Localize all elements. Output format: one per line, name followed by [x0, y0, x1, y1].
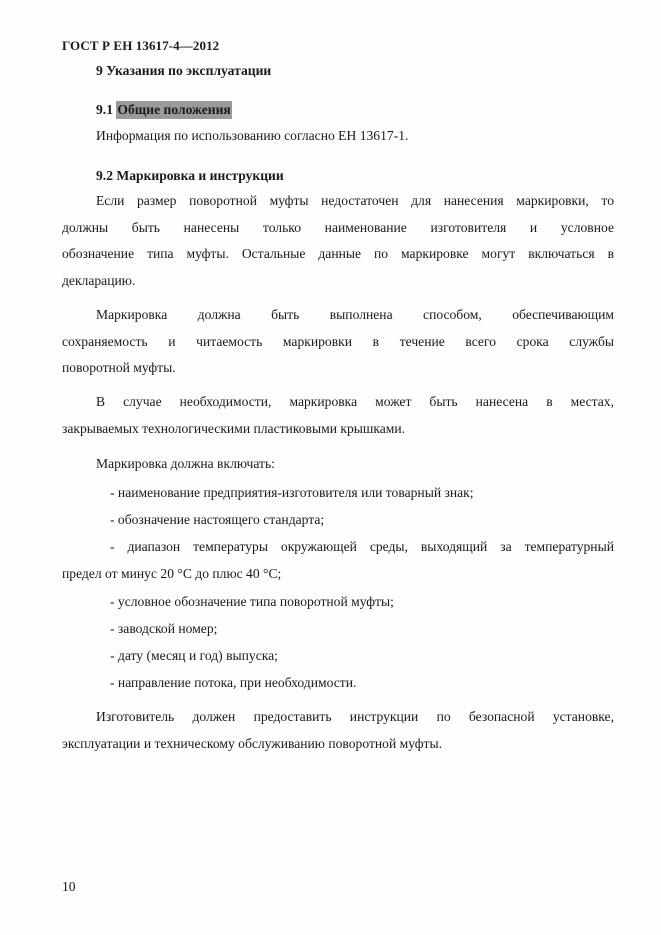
- list-item-continuation: предел от минус 20 °С до плюс 40 °С;: [62, 566, 282, 581]
- section-9-1-heading: [96, 102, 232, 118]
- paragraph-2-line-2: сохраняемость и читаемость маркировки в течение всего срока службы: [62, 334, 614, 349]
- standard-code-header: ГОСТ Р ЕН 13617-4—2012: [62, 38, 220, 53]
- section-9-1-title-highlighted: Общие положения: [117, 102, 231, 117]
- page-number: 10: [62, 879, 76, 894]
- list-item: - дату (месяц и год) выпуска;: [110, 648, 278, 663]
- paragraph-1-line-1: Если размер поворотной муфты недостаточен для нанесения маркировки, то: [96, 193, 614, 208]
- list-item: - заводской номер;: [110, 621, 218, 636]
- paragraph-2-line-3: поворотной муфты.: [62, 360, 176, 375]
- list-item: - обозначение настоящего стандарта;: [110, 512, 325, 527]
- paragraph-1-line-4: декларацию.: [62, 273, 136, 288]
- paragraph-5-line-1: Изготовитель должен предоставить инструкции по безопасной установке,: [96, 709, 614, 724]
- paragraph-1-line-3: обозначение типа муфты. Остальные данные по маркировке могут включаться в: [62, 246, 614, 261]
- section-9-1-text: Информация по использованию согласно ЕН 13617-1.: [96, 128, 409, 143]
- paragraph-2-line-1: Маркировка должна быть выполнена способом, обеспечивающим: [96, 307, 614, 322]
- list-item: - направление потока, при необходимости.: [110, 675, 357, 690]
- section-9-2-heading: 9.2 Маркировка и инструкции: [96, 168, 284, 183]
- paragraph-1-line-2: должны быть нанесены только наименование изготовителя и условное: [62, 220, 614, 235]
- list-item: - диапазон температуры окружающей среды, выходящий за температурный: [110, 539, 614, 554]
- paragraph-4-intro: Маркировка должна включать:: [96, 456, 275, 471]
- paragraph-3-line-2: закрываемых технологическими пластиковыми крышками.: [62, 421, 406, 436]
- section-9-heading: 9 Указания по эксплуатации: [96, 63, 272, 78]
- list-item: - наименование предприятия-изготовителя или товарный знак;: [110, 485, 474, 500]
- section-9-1-number: 9.1: [96, 102, 113, 117]
- paragraph-5-line-2: эксплуатации и техническому обслуживанию поворотной муфты.: [62, 736, 442, 751]
- list-item: - условное обозначение типа поворотной муфты;: [110, 594, 394, 609]
- paragraph-3-line-1: В случае необходимости, маркировка может быть нанесена в местах,: [96, 394, 614, 409]
